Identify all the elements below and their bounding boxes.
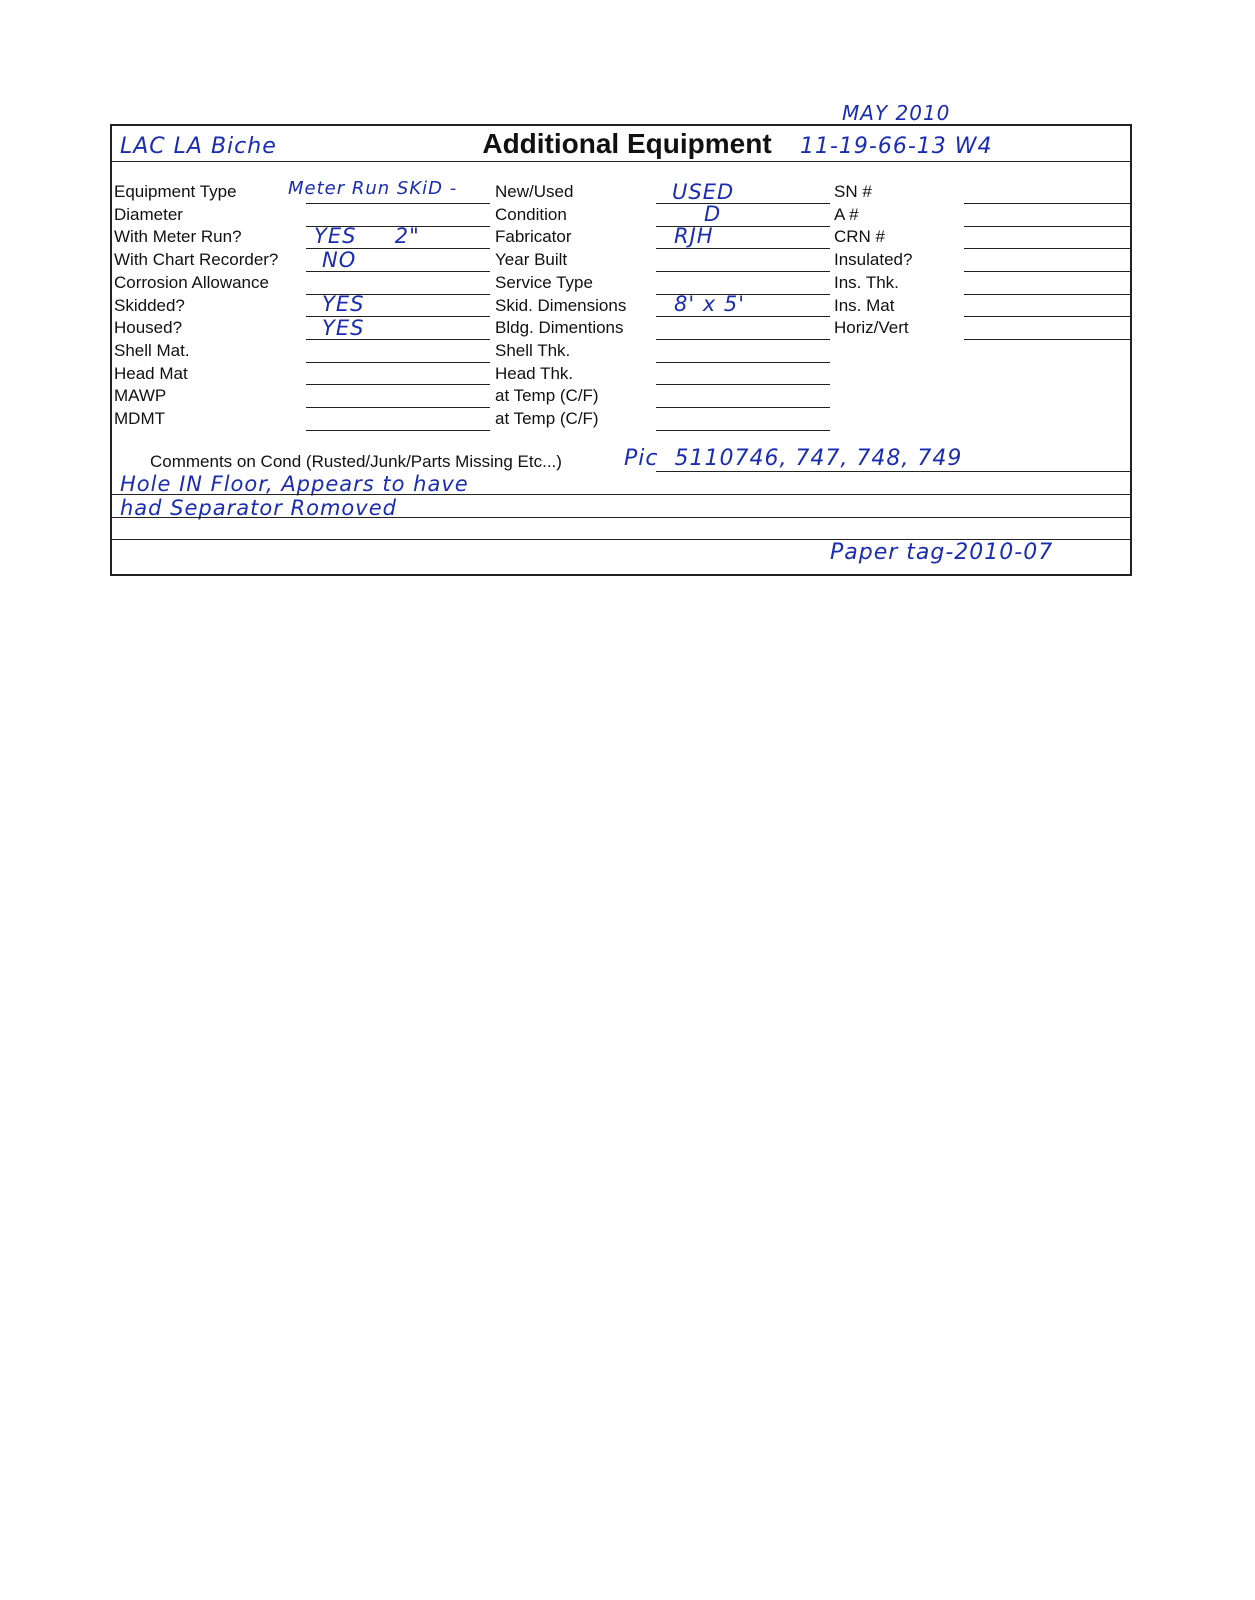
label-horiz-vert: Horiz/Vert [834, 318, 909, 337]
value-skid-dimensions: 8' x 5' [674, 292, 746, 316]
field-line-ins-mat [964, 316, 1132, 317]
field-line-sn [964, 203, 1132, 204]
label-corrosion-allowance: Corrosion Allowance [114, 273, 269, 292]
label-housed: Housed? [114, 318, 183, 337]
field-line-at-temp-1 [656, 407, 830, 408]
value-condition: D [704, 202, 722, 226]
field-line-shell-mat [306, 362, 490, 363]
label-shell-mat: Shell Mat. [114, 341, 190, 360]
field-line-mawp [306, 407, 490, 408]
label-condition: Condition [495, 205, 567, 224]
label-new-used: New/Used [495, 182, 574, 201]
label-mdmt: MDMT [114, 409, 165, 428]
label-skidded: Skidded? [114, 296, 185, 315]
label-with-meter-run: With Meter Run? [114, 227, 242, 246]
legal-land-description-handwritten: 11-19-66-13 W4 [800, 134, 993, 159]
field-line-mdmt [306, 430, 490, 431]
field-line-with-chart-recorder [306, 271, 490, 272]
label-bldg-dimentions: Bldg. Dimentions [495, 318, 624, 337]
field-line-ins-thk [964, 294, 1132, 295]
comment-line-1-handwritten: Hole IN Floor, Appears to have [120, 472, 469, 496]
value-skidded: YES [322, 292, 365, 316]
label-shell-thk: Shell Thk. [495, 341, 571, 360]
field-line-horiz-vert [964, 339, 1132, 340]
label-year-built: Year Built [495, 250, 568, 269]
label-ins-mat: Ins. Mat [834, 296, 895, 315]
label-skid-dimensions: Skid. Dimensions [495, 296, 627, 315]
comment-rule-1 [112, 494, 1130, 495]
label-equipment-type: Equipment Type [114, 182, 237, 201]
label-at-temp-1: at Temp (C/F) [495, 386, 599, 405]
label-head-mat: Head Mat [114, 364, 188, 383]
form-title: Additional Equipment [482, 128, 772, 159]
value-fabricator: RJH [674, 224, 714, 248]
comment-rule-2 [112, 517, 1130, 518]
comment-line-2-handwritten: had Separator Romoved [120, 496, 397, 520]
comments-label: Comments on Cond (Rusted/Junk/Parts Missing Etc...) [150, 452, 562, 471]
date-handwritten: MAY 2010 [842, 101, 951, 125]
footer-handwritten: Paper tag-2010-07 [830, 540, 1054, 565]
field-line-bldg-dimentions [656, 339, 830, 340]
label-head-thk: Head Thk. [495, 364, 574, 383]
location-handwritten: LAC LA Biche [120, 134, 277, 159]
label-insulated: Insulated? [834, 250, 913, 269]
field-line-fabricator [656, 248, 830, 249]
field-line-new-used [656, 203, 830, 204]
label-service-type: Service Type [495, 273, 593, 292]
field-line-head-thk [656, 384, 830, 385]
label-ins-thk: Ins. Thk. [834, 273, 899, 292]
label-sn: SN # [834, 182, 872, 201]
value-with-chart-recorder: NO [322, 248, 357, 272]
field-line-year-built [656, 271, 830, 272]
field-line-head-mat [306, 384, 490, 385]
field-line-crn [964, 248, 1132, 249]
field-line-skid-dimensions [656, 316, 830, 317]
field-line-equipment-type [306, 203, 490, 204]
label-crn: CRN # [834, 227, 886, 246]
comments-pic-handwritten: Pic 5110746, 747, 748, 749 [624, 446, 963, 471]
field-line-shell-thk [656, 362, 830, 363]
label-fabricator: Fabricator [495, 227, 572, 246]
field-line-insulated [964, 271, 1132, 272]
label-mawp: MAWP [114, 386, 167, 405]
field-line-a-number [964, 226, 1132, 227]
comments-pic-line [656, 471, 1132, 472]
value-new-used: USED [672, 180, 735, 204]
header-divider [112, 161, 1130, 162]
value-housed: YES [322, 316, 365, 340]
label-diameter: Diameter [114, 205, 183, 224]
field-line-at-temp-2 [656, 430, 830, 431]
label-a-number: A # [834, 205, 859, 224]
additional-equipment-form [110, 124, 1132, 576]
field-line-housed [306, 339, 490, 340]
value-with-meter-run: YES 2" [314, 224, 420, 248]
label-at-temp-2: at Temp (C/F) [495, 409, 599, 428]
value-equipment-type: Meter Run SKiD - [288, 178, 458, 199]
label-with-chart-recorder: With Chart Recorder? [114, 250, 279, 269]
